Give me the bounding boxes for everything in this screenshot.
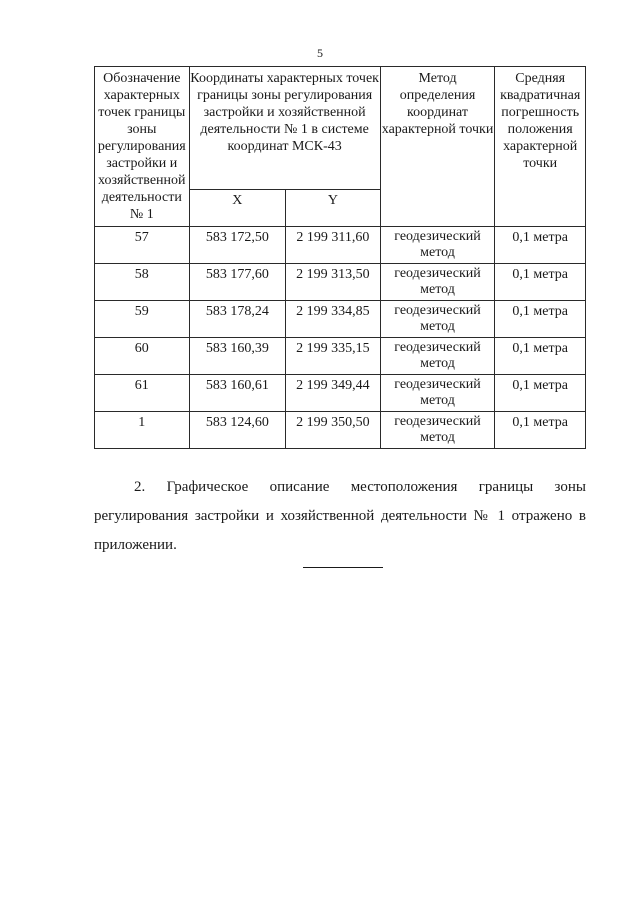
cell-error: 0,1 метра <box>495 227 586 264</box>
cell-method: геодезический метод <box>380 375 495 412</box>
cell-y: 2 199 335,15 <box>286 338 381 375</box>
header-point-designation: Обозначение характерных точек границы зоны регулирования застройки и хозяйственной деятельности № 1 <box>95 67 190 227</box>
cell-method: геодезический метод <box>380 264 495 301</box>
table-row <box>95 301 586 338</box>
cell-error: 0,1 метра <box>495 264 586 301</box>
description-paragraph: 2. Графическое описание местоположения границы зоны регулирования застройки и хозяйственной деятельности № 1 отражено в приложении. <box>94 479 586 553</box>
coordinates-table <box>94 66 586 449</box>
page-number: 5 <box>317 46 323 60</box>
cell-x: 583 172,50 <box>189 227 286 264</box>
header-x: X <box>189 190 286 227</box>
cell-error: 0,1 метра <box>495 301 586 338</box>
cell-method: геодезический метод <box>380 227 495 264</box>
cell-error: 0,1 метра <box>495 375 586 412</box>
cell-error: 0,1 метра <box>495 338 586 375</box>
table-row <box>95 412 586 449</box>
table-row <box>95 264 586 301</box>
cell-y: 2 199 313,50 <box>286 264 381 301</box>
cell-x: 583 160,61 <box>189 375 286 412</box>
cell-point: 58 <box>95 264 190 301</box>
cell-y: 2 199 311,60 <box>286 227 381 264</box>
cell-point: 57 <box>95 227 190 264</box>
header-error: Средняя квадратичная погрешность положения характерной точки <box>495 67 586 227</box>
cell-point: 1 <box>95 412 190 449</box>
cell-method: геодезический метод <box>380 301 495 338</box>
cell-x: 583 124,60 <box>189 412 286 449</box>
header-method: Метод определения координат характерной точки <box>380 67 495 227</box>
cell-error: 0,1 метра <box>495 412 586 449</box>
cell-x: 583 177,60 <box>189 264 286 301</box>
table-row <box>95 227 586 264</box>
table-row <box>95 338 586 375</box>
cell-point: 60 <box>95 338 190 375</box>
table-row <box>95 375 586 412</box>
separator-line <box>303 567 383 568</box>
header-coordinates: Координаты характерных точек границы зоны регулирования застройки и хозяйственной деятельности № 1 в системе координат МСК-43 <box>189 67 380 190</box>
cell-method: геодезический метод <box>380 412 495 449</box>
cell-method: геодезический метод <box>380 338 495 375</box>
cell-x: 583 160,39 <box>189 338 286 375</box>
cell-y: 2 199 334,85 <box>286 301 381 338</box>
cell-point: 59 <box>95 301 190 338</box>
cell-y: 2 199 349,44 <box>286 375 381 412</box>
cell-point: 61 <box>95 375 190 412</box>
header-y: Y <box>286 190 381 227</box>
cell-y: 2 199 350,50 <box>286 412 381 449</box>
cell-x: 583 178,24 <box>189 301 286 338</box>
